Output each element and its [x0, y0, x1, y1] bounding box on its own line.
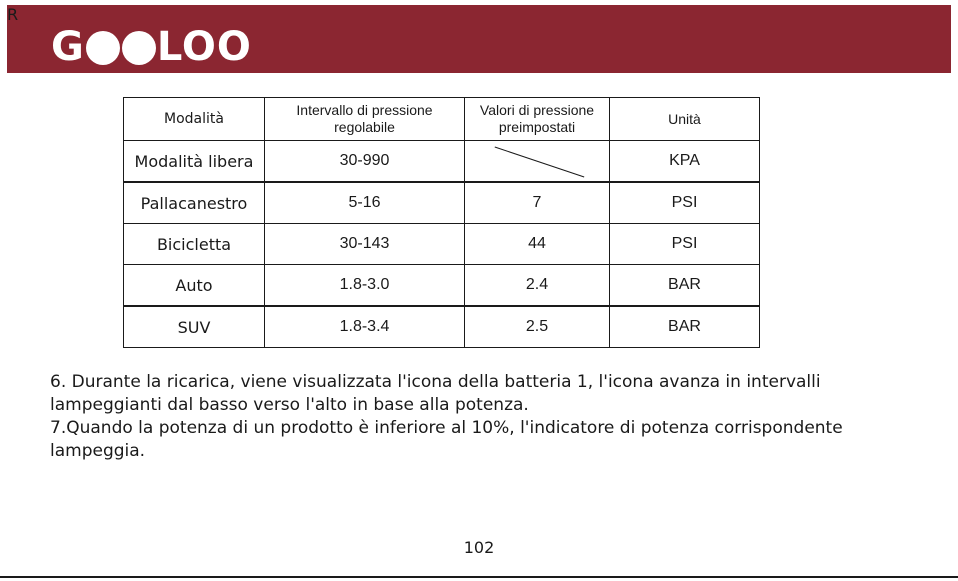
table-header-row — [124, 98, 760, 141]
cell-unit: PSI — [610, 224, 760, 265]
cell-mode: Pallacanestro — [124, 182, 265, 224]
page-header-band — [7, 5, 951, 73]
header-preset: Valori di pressione preimpostati — [465, 98, 610, 141]
bottom-divider — [0, 576, 958, 578]
cell-range: 1.8-3.4 — [265, 306, 465, 348]
cell-unit: PSI — [610, 182, 760, 224]
cell-preset-empty — [465, 141, 610, 183]
cell-preset: 2.5 — [465, 306, 610, 348]
cell-unit: BAR — [610, 265, 760, 307]
cell-unit: KPA — [610, 141, 760, 183]
cell-preset: 44 — [465, 224, 610, 265]
logo-o-dot-icon — [86, 31, 120, 65]
table-row — [124, 141, 760, 183]
table-row — [124, 182, 760, 224]
header-range: Intervallo di pressione regolabile — [265, 98, 465, 141]
cell-range: 30-990 — [265, 141, 465, 183]
logo-o-dot-icon — [122, 31, 156, 65]
page-number: 102 — [463, 538, 495, 557]
cell-range: 30-143 — [265, 224, 465, 265]
table-row — [124, 265, 760, 307]
table-row — [124, 224, 760, 265]
pressure-modes-table — [123, 97, 760, 348]
cell-mode: Auto — [124, 265, 265, 307]
cell-unit: BAR — [610, 306, 760, 348]
gooloo-logo: G LOO — [51, 24, 252, 70]
cell-preset: 2.4 — [465, 265, 610, 307]
instruction-item-6: 6. Durante la ricarica, viene visualizzata l'icona della batteria 1, l'icona avanza in intervalli lampeggianti dal basso verso l'alto in base alla potenza. — [50, 372, 821, 415]
diagonal-slash-icon — [465, 141, 609, 181]
instructions-text — [50, 371, 920, 463]
table-row — [124, 306, 760, 348]
cell-range: 5-16 — [265, 182, 465, 224]
header-unit: Unità — [610, 98, 760, 141]
header-mode: Modalità — [124, 98, 265, 141]
registered-mark-icon: R — [7, 5, 19, 24]
cell-mode: Bicicletta — [124, 224, 265, 265]
instruction-item-7: 7.Quando la potenza di un prodotto è inferiore al 10%, l'indicatore di potenza corrispondente lampeggia. — [50, 418, 843, 461]
cell-mode: Modalità libera — [124, 141, 265, 183]
cell-range: 1.8-3.0 — [265, 265, 465, 307]
cell-mode: SUV — [124, 306, 265, 348]
cell-preset: 7 — [465, 182, 610, 224]
